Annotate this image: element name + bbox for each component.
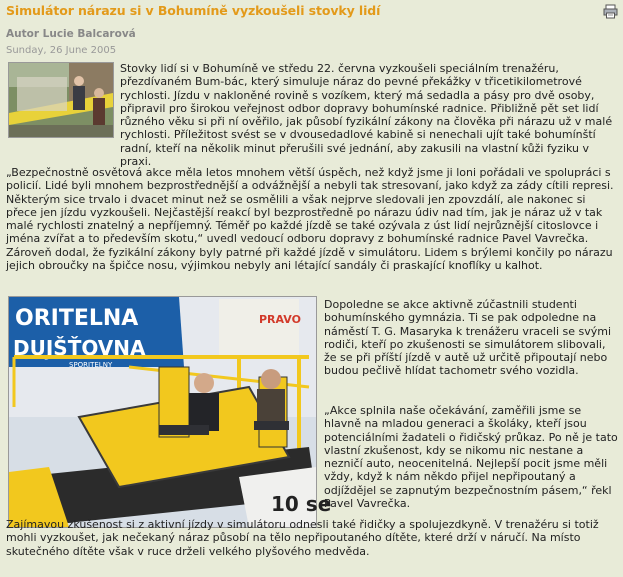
paragraph-5: Zajímavou zkušenost si z aktivní jízdy v simulátoru odnesli také řidičky a spolujezdkyně. V trenažéru si totiž mohli vyzkoušet, jak nečekaný náraz působí na tělo nepřipoutaného dítěte, které drží v náručí. Na místo skutečného dítěte však v ruce drželi velkého plyšového medvěda. [6,518,599,558]
article-date: Sunday, 26 June 2005 [6,45,117,56]
paragraph-1: Stovky lidí si v Bohumíně ve středu 22. června vyzkoušeli speciálním trenažéru, přezdívaném Bum-bác, který simuluje náraz do pevné překážky v třicetikilometrové rychlosti. Jízdu v nakloněné rovině s vozíkem, který má sedadla a pásy pro dvě osoby, připravil pro širokou veřejnost odbor dopravy bohumínské radnice. Přibližně pět set lidí různého věku si při ní ověřilo, jak působí fyzikální zákony na člověka při nárazu už v malé rychlosti. Příležitost svést se v dvousedadlové kabině si nenechali ujít také bohumínští radní, kteří na několik minut přerušili své jednání, aby zakusili na vlastní kůži fyziku v praxi. [120,62,613,169]
paragraph-3: Dopoledne se akce aktivně zúčastnili studenti bohumínského gymnázia. Ti se pak odpoledne na náměstí T. G. Masaryka k trenážeru vraceli se svými rodiči, kteří po zkušenosti se simulátorem slibovali, že se při příští jízdě v autě už určitě připoutají nebo budou pečlivě hlídat tachometr svého vozidla. [324,298,612,378]
paragraph-2: „Bezpečnostně osvětová akce měla letos mnohem větší úspěch, než když jsme ji loni pořádali ve spolupráci s policií. Lidé byli mnohem bezprostřednější a odvážnější a nebyli tak stresovaní, jako když za zády cítili represi. Některým sice trvalo i dvacet minut než se osmělili a však nejprve sledovali jen zpovzdálí, ale nakonec si přece jen jízdu vyzkoušeli. Nejčastější reakcí byl bezprostředně po nárazu údiv nad tím, jak je náraz už v tak malé rychlosti znatelný a nepříjemný. Téměř po každé jízdě se také ozývala z úst lidí nejrůznější citoslovce i jména zvířat a to především skotu,“ uvedl vedoucí odboru dopravy z bohumínské radnice Pavel Vavrečka. Zároveň dodal, že fyzikální zákony byly patrné při každé jízdě v simulátoru. Lidem s brýlemi končily po nárazu jejich obroučky na špičce nosu, výjimkou nebyly ani létající sandály či praskající knoflíky u kalhot. [6,166,614,273]
article-author: Autor Lucie Balcarová [6,28,136,40]
article-title: Simulátor nárazu si v Bohumíně vyzkoušeli stovky lidí [6,3,381,18]
simulator-photo [8,296,332,528]
thumbnail-photo [8,62,114,138]
sign-right-text: PRAVO [259,313,301,326]
sign-sub-text: SPORITELNY [69,361,113,369]
paragraph-4: „Akce splnila naše očekávání, zaměřili jsme se hlavně na mladou generaci a školáky, kteří jsou potenciálními žadateli o řidičský průkaz. Po ně je tato vlastní zkušenost, kdy se nikomu nic nestane a nezničí auto, neocenitelná. Nejlepší pocit jsme měli vždy, když k nám někdo přijel nepřipoutaný a odjíždějel se zapnutým bezpečnostním pásem,“ řekl Pavel Vavrečka. [324,404,618,511]
sign-mid-text: DUJŠŤOVNA [13,336,146,360]
sign-top-text: ORITELNA [15,306,139,331]
print-icon[interactable] [603,4,618,19]
sign-bottom-text: 10 se [271,492,332,516]
